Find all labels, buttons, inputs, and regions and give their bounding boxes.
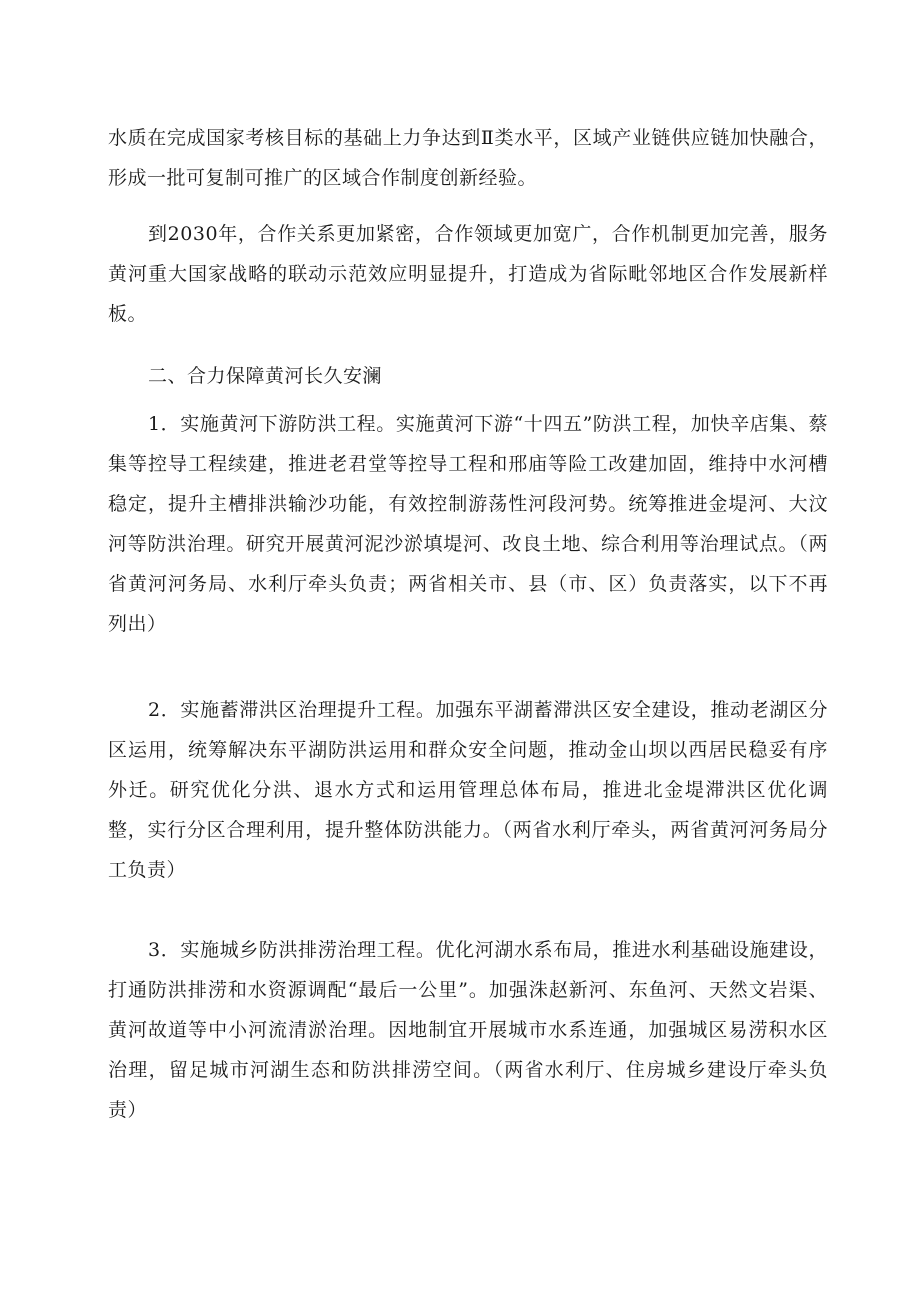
paragraph-item-2-flood-storage: 2．实施蓄滞洪区治理提升工程。加强东平湖蓄滞洪区安全建设，推动老湖区分区运用，统筹解决东平湖防洪运用和群众安全问题，推动金山坝以西居民稳妥有序外迁。研究优化分洪、退水方式和运用管理总体布局，推进北金堤滞洪区优化调整，实行分区合理利用，提升整体防洪能力。（两省水利厅牵头，两省黄河河务局分工负责）: [108, 699, 828, 881]
paragraph-item-3-urban-drainage: 3．实施城乡防洪排涝治理工程。优化河湖水系布局，推进水利基础设施建设，打通防洪排涝和水资源调配“最后一公里”。加强洙赵新河、东鱼河、天然文岩渠、黄河故道等中小河流清淤治理。因地制宜开展城市水系连通，加强城区易涝积水区治理，留足城市河湖生态和防洪排涝空间。（两省水利厅、住房城乡建设厅牵头负责）: [108, 939, 828, 1121]
paragraph-2030-goals: 到2030年，合作关系更加紧密，合作领域更加宽广，合作机制更加完善，服务黄河重大国家战略的联动示范效应明显提升，打造成为省际毗邻地区合作发展新样板。: [108, 223, 828, 325]
paragraph-water-quality: 水质在完成国家考核目标的基础上力争达到Ⅱ类水平，区域产业链供应链加快融合，形成一批可复制可推广的区域合作制度创新经验。: [108, 127, 828, 189]
section-heading: 二、合力保障黄河长久安澜: [148, 365, 383, 387]
paragraph-item-1-flood-control: 1．实施黄河下游防洪工程。实施黄河下游“十四五”防洪工程，加快辛店集、蔡集等控导工程续建，推进老君堂等控导工程和邢庙等险工改建加固，维持中水河槽稳定，提升主槽排洪输沙功能，有效控制游荡性河段河势。统筹推进金堤河、大汶河等防洪治理。研究开展黄河泥沙淤填堤河、改良土地、综合利用等治理试点。（两省黄河河务局、水利厅牵头负责；两省相关市、县（市、区）负责落实，以下不再列出）: [108, 413, 828, 635]
